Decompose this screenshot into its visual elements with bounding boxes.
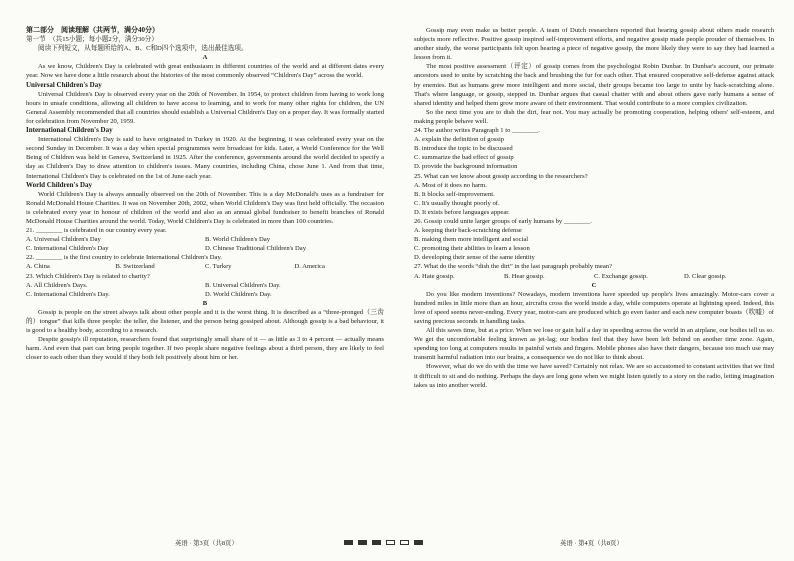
heading-world: World Children's Day (26, 180, 92, 189)
print-mark (358, 540, 367, 545)
passage-c-label: C (591, 281, 597, 289)
print-mark (414, 540, 423, 545)
passage-c-p3: However, what do we do with the time we have saved? Certainly not relax. We are so accustomed to constant activities that we find it difficult to sit and do nothing. Perhaps the days are long gone when we might listen quietly to a story on the radio, letting imagination takes us into another world. (414, 363, 774, 389)
instruction: 阅读下列短文，从每题所给的A、B、C和D四个选项中，选出最佳选项。 (38, 45, 248, 53)
passage-b-p4: The most positive assessment（评定）of gossip comes from the psychologist Robin Dunbar. In Dunbar's account, our primate ancestors used to unite by scratching the back and brushing the fur for each other. That ensured cooperative self-defense against attack by enemies. But as humans grew more intelligent and more social, their groups became too large to unite by back-scratching alone. That's where language, or gossip, stepped in. Dunbar argues that casual chatter with and about others gave early humans a sense of shared identity and helped them grow more aware of their environment. That would contribute to a more complex civilization. (414, 63, 774, 107)
q26-stem: 26. Gossip could unite larger groups of early humans by ________. (414, 217, 592, 225)
q24-b: B. introduce the topic to be discussed (414, 145, 513, 153)
passage-a-p2: International Children's Day is said to have originated in Turkey in 1920. At the beginning, it was celebrated every year on the second Sunday in December. It was a day when special programmes were broadcast for kids. Later, a World Conference for the Well Being of Children was held in Geneva, Switzerland in 1925. After the conference, governments around the world decided to specify a day as Children's Day to draw attention to children's issues. Many countries, including China, chose June 1. And from that time, International Children's Day is celebrated on the 1st of June each year. (26, 136, 384, 180)
q21-options (26, 235, 384, 253)
q27-b: B. Hear gossip. (504, 272, 545, 280)
q24-c: C. summarize the bad effect of gossip (414, 154, 514, 162)
q22-d: D. America (294, 263, 325, 271)
q21-c: C. International Children's Day (26, 245, 109, 253)
q26-c: C. promoting their abilities to learn a lesson (414, 245, 530, 253)
q25-d: D. It exists before languages appear. (414, 208, 510, 216)
heading-universal: Universal Children's Day (26, 80, 102, 89)
q24-a: A. explain the definition of gossip (414, 136, 505, 144)
section-title: 第二部分 阅读理解（共两节，满分40分） (26, 26, 159, 34)
q27-c: C. Exchange gossip. (594, 272, 648, 280)
q22-options (26, 262, 384, 271)
q23-d: D. World Children's Day. (205, 290, 272, 298)
q22-b: B. Switzerland (115, 263, 155, 271)
q27-options (414, 272, 774, 281)
right-column (414, 26, 774, 390)
q22-c: C. Turkey (205, 263, 232, 271)
q22-a: A. China (26, 263, 50, 271)
q23-b: B. Universal Children's Day. (205, 281, 281, 289)
footer-page-4: 英语 · 第4页（共8页） (560, 540, 623, 547)
q21-b: B. World Children's Day (205, 236, 271, 244)
print-mark (344, 540, 353, 545)
passage-c-p1: Do you like modern inventions? Nowadays, modern inventions have speeded up people's lives amazingly. Motor-cars cover a hundred miles in little more than an hour, aircrafts cross the world inside a day, while computers operate at lightning speed. Indeed, this love of speed seems never-ending. Every year, motor-cars are produced which go even faster and each new computer boasts（吹嘘）of saving precious seconds in handling tasks. (414, 290, 774, 325)
passage-b-p5: So the next time you are to dish the dirt, fear not. You may actually be promoting cooperation, helping others' self-esteem, and making people behave well. (414, 108, 774, 125)
heading-international: International Children's Day (26, 126, 113, 135)
print-mark (372, 540, 381, 545)
q27-d: D. Clear gossip. (684, 272, 727, 280)
q23-stem: 23. Which Children's Day is related to charity? (26, 272, 150, 280)
q22-stem: 22. ________ is the first country to celebrate International Children's Day. (26, 254, 222, 262)
q23-options (26, 281, 384, 299)
q25-b: B. It blocks self-improvement. (414, 190, 495, 198)
q25-options (414, 181, 774, 217)
footer-page-3: 英语 · 第3页（共8页） (175, 540, 238, 547)
q24-d: D. provide the background information (414, 163, 518, 171)
print-mark-open (386, 540, 395, 545)
q24-stem: 24. The author writes Paragraph 1 to ________. (414, 127, 541, 135)
passage-a-p1: Universal Children's Day is observed every year on the 20th of November. In 1954, to protect children from having to work long hours in unsafe conditions, allowing all children to have access to learning, and to work for many other rights for children, the UN General Assembly recommended that all countries should establish a Universal Children's Day on a proper day. It was formally started for celebration from November 20, 1959. (26, 90, 384, 125)
q24-options (414, 135, 774, 171)
q26-d: D. developing their sense of the same identity (414, 254, 535, 262)
q26-a: A. keeping their back-scratching defense (414, 227, 522, 235)
passage-b-label: B (202, 299, 208, 307)
passage-a-intro: As we know, Children's Day is celebrated with great enthusiasm in different countries of the world and at different dates every year. Now we have done a little research about the histories of the most commonly observed “Children's Day” across the world. (26, 63, 384, 80)
q23-c: C. International Children's Day. (26, 290, 110, 298)
q25-stem: 25. What can we know about gossip according to the researchers? (414, 172, 588, 180)
print-marks (344, 540, 423, 545)
q25-c: C. It's usually thought poorly of. (414, 199, 500, 207)
passage-b-p2: Despite gossip's ill reputation, researchers found that surprisingly small share of it — as little as 3 to 4 percent — actually means harm. And even that part can bring people together. If two people share negative feelings about a third person, they are likely to feel closer to each other than they would if they both felt positively about him or her. (26, 336, 384, 362)
passage-b-p3: Gossip may even make us better people. A team of Dutch researchers reported that hearing gossip about others made research subjects more reflective. Positive gossip inspired self-improvement efforts, and negative gossip made people prouder of themselves. In another study, the worse participants felt upon hearing a piece of negative gossip, the more likely they were to say they had learned a lesson from it. (414, 27, 774, 62)
q27-a: A. Hate gossip. (414, 272, 455, 280)
section-subtitle: 第一节 （共15小题；每小题2分，满分30分） (26, 36, 158, 44)
q26-options (414, 226, 774, 262)
left-column (26, 26, 384, 362)
q27-stem: 27. What do the words “dish the dirt” in the last paragraph probably mean? (414, 263, 612, 271)
print-mark-open (400, 540, 409, 545)
passage-a-p3: World Children's Day is always annually observed on the 20th of November. This is a day McDonald's uses as a fundraiser for Ronald McDonald House Charities. It was on November 20th, 2002, when World Children's Day was first held officially. The occasion is celebrated every year in honour of children of the world and also as an annual global fundraiser to benefit branches of Ronald McDonald House Charities around the world. Today, World Children's Day is celebrated in more than 100 countries. (26, 190, 384, 225)
passage-a-label: A (202, 54, 208, 62)
passage-b-p1: Gossip is people on the street always talk about other people and it is the worst thing. It is described as a “three-pronged（三齿的）tongue” that kills three people: the teller, the listener, and the person being gossiped about. Although gossip is a bad behaviour, it is good to a healthy body, according to a research. (26, 308, 384, 335)
q23-a: A. All Children's Days. (26, 281, 88, 289)
q21-a: A. Universal Children's Day (26, 236, 101, 244)
passage-c-p2: All this saves time, but at a price. When we lose or gain half a day in speeding across the world in an airplane, our bodies tell us so. We get the uncomfortable feeling known as jet-lag; our bodies feel that they have been left behind on another time zone. Again, spending too long at computers results in painful wrists and fingers. Mobile phones also have their dangers, because too much use may transmit harmful radiation into our brains, a consequence we do not like to think about. (414, 327, 774, 362)
q21-d: D. Chinese Traditional Children's Day (205, 245, 307, 253)
q25-a: A. Most of it does no harm. (414, 181, 487, 189)
q21-stem: 21. ________ is celebrated in our country every year. (26, 227, 167, 235)
q26-b: B. making them more intelligent and social (414, 236, 529, 244)
